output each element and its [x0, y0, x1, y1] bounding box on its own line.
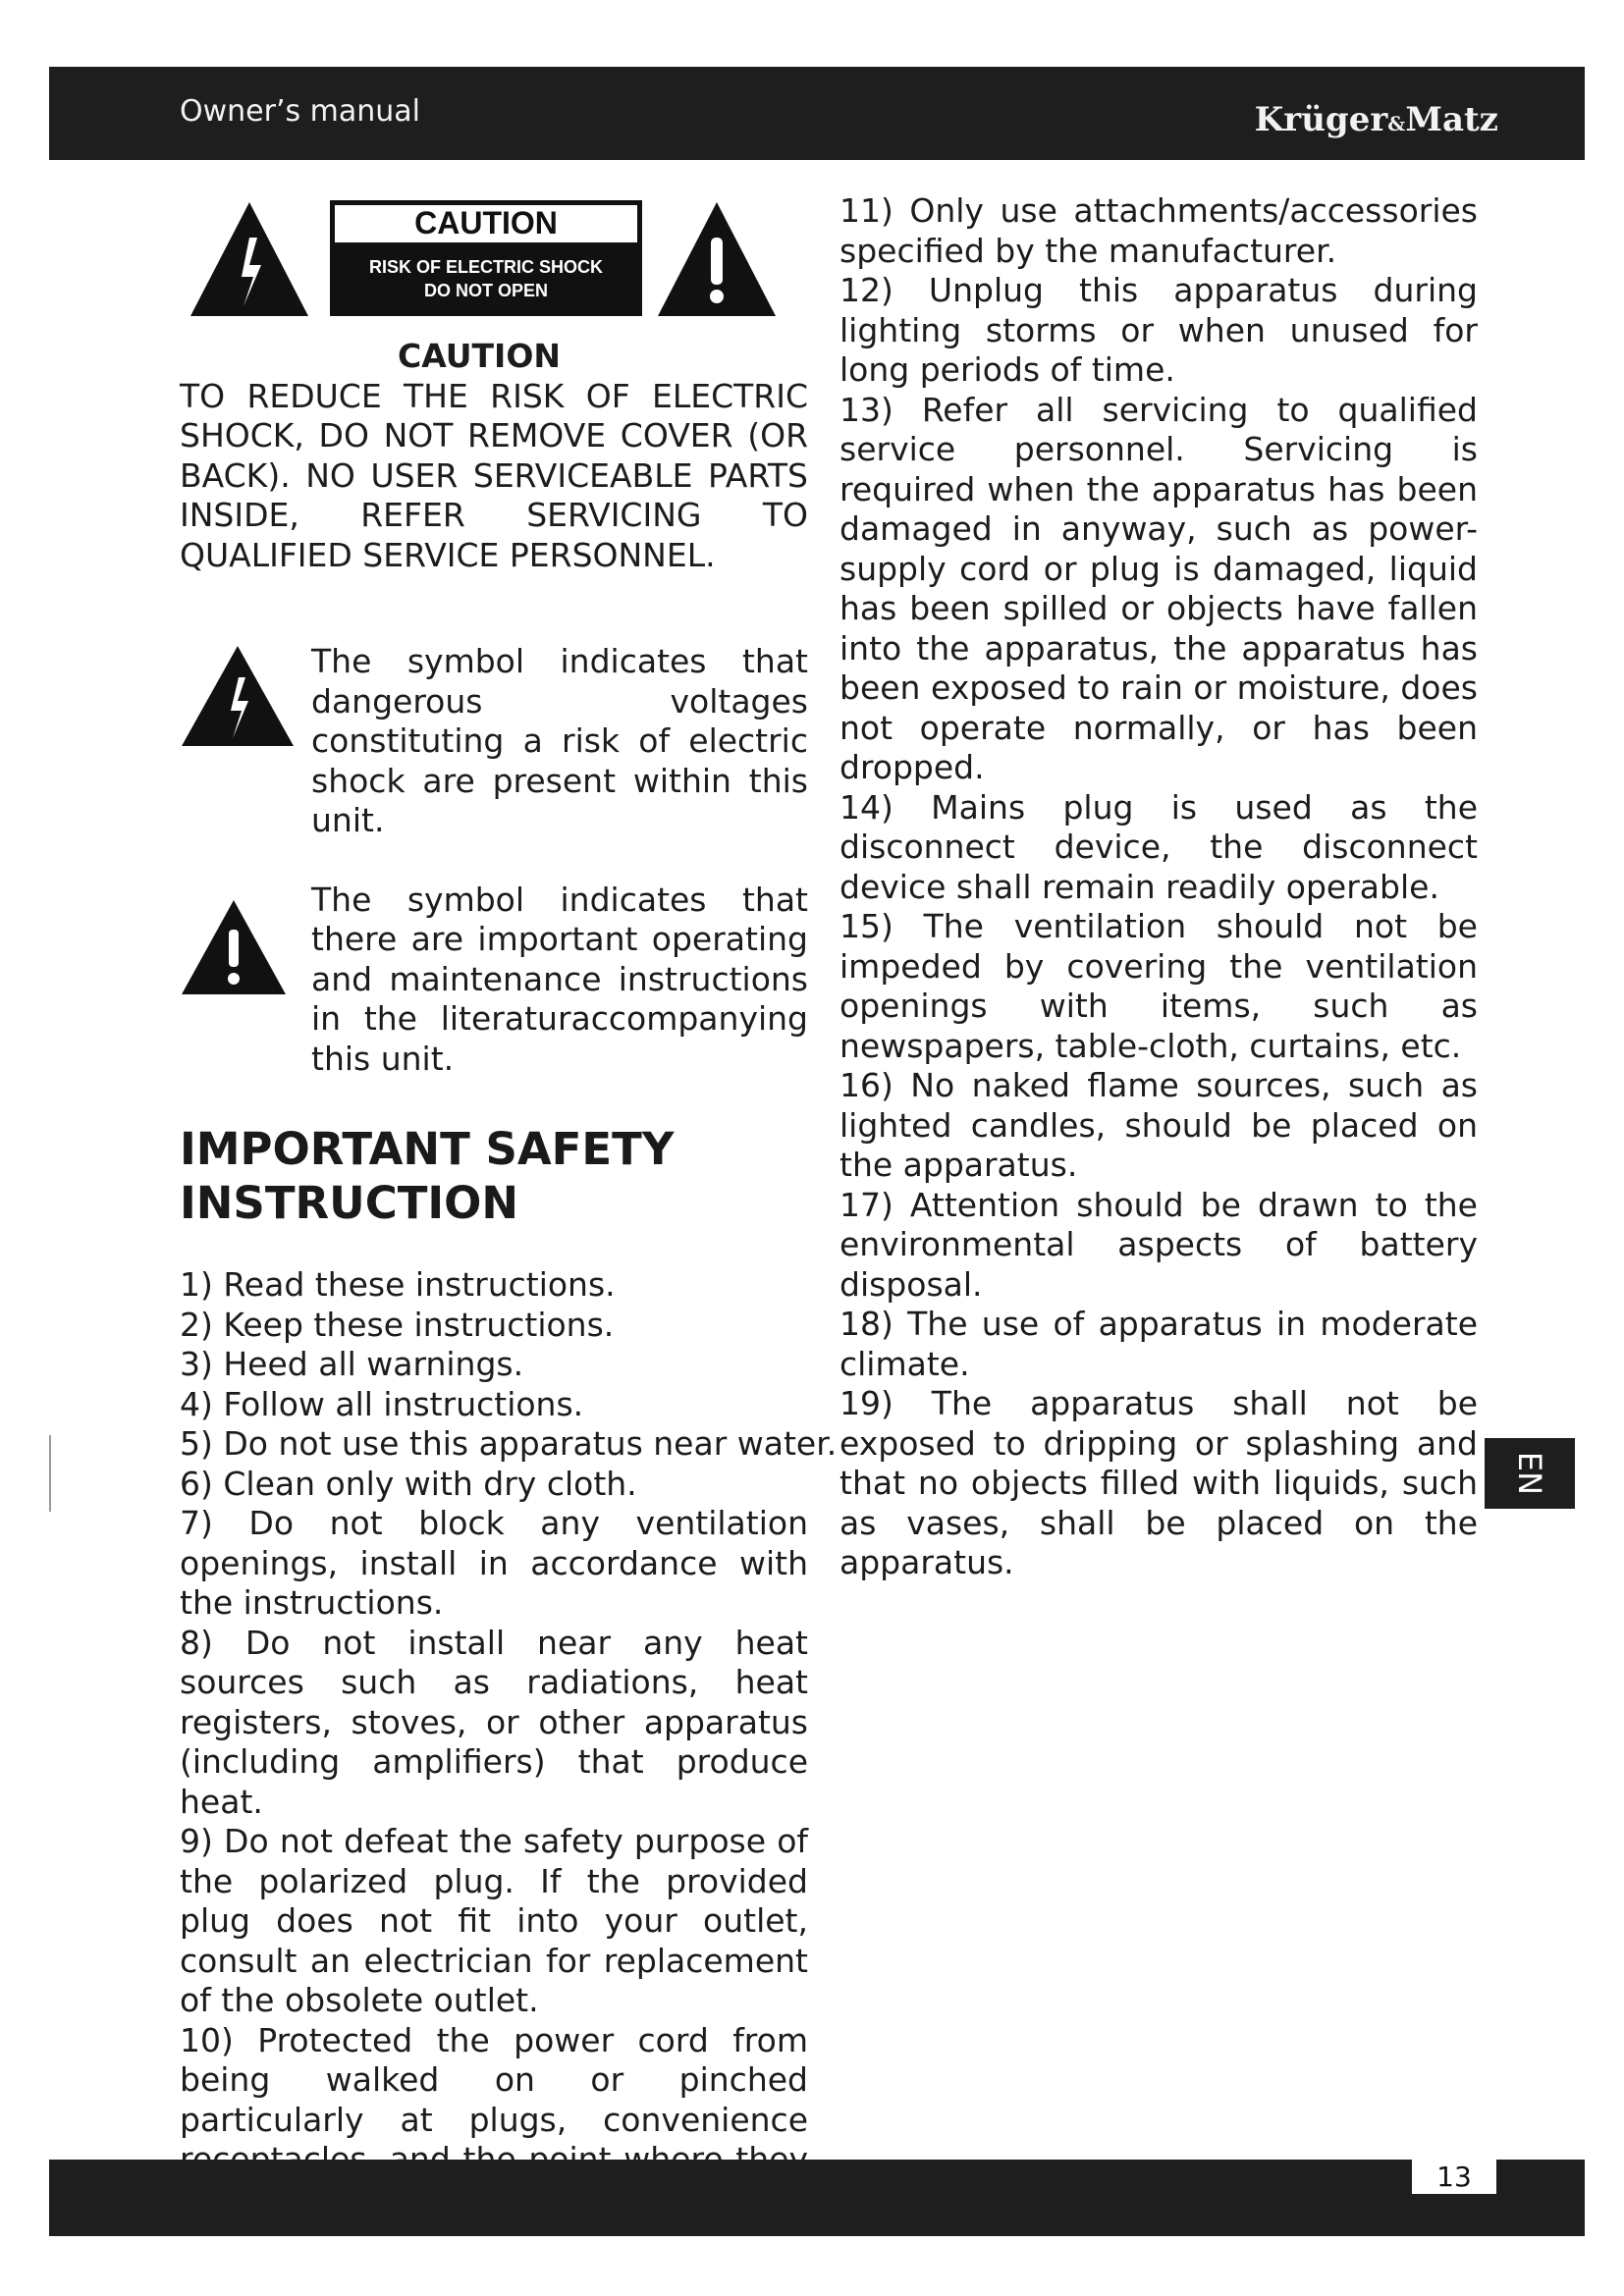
right-column	[839, 191, 1478, 1583]
instruction-item: 4) Follow all instructions.	[180, 1384, 584, 1423]
caution-label-line1: RISK OF ELECTRIC SHOCK	[368, 257, 604, 277]
instruction-item: 3) Heed all warnings.	[180, 1345, 524, 1383]
caution-label-title: CAUTION	[414, 205, 558, 240]
left-column	[180, 337, 838, 2219]
instruction-item: 1) Read these instructions.	[180, 1265, 616, 1304]
exclamation-symbol-text: The symbol indicates that there are important operating and maintenance instructions in the literaturaccompanying this unit.	[311, 880, 808, 1078]
instruction-item: 7) Do not block any ventilation openings, install in accordance with the instructions.	[180, 1504, 808, 1622]
caution-label-line2: DO NOT OPEN	[423, 281, 549, 300]
instruction-item: 18) The use of apparatus in moderate climate.	[839, 1305, 1478, 1383]
exclamation-triangle-icon	[180, 898, 288, 996]
instruction-item: 15) The ventilation should not be impeded by covering the ventilation openings with items, such as newspapers, table-cloth, curtains, etc.	[839, 907, 1478, 1065]
instruction-item: 14) Mains plug is used as the disconnect device, the disconnect device shall remain readily operable.	[839, 787, 1478, 906]
caution-text: TO REDUCE THE RISK OF ELECTRIC SHOCK, DO NOT REMOVE COVER (OR BACK). NO USER SERVICEABLE PARTS INSIDE, REFER SERVICING TO QUALIFIED SERVICE PERSONNEL.	[180, 376, 808, 574]
instruction-item: 10) Protected the power cord from being walked on or pinched particularly at plugs, convenience	[180, 2020, 808, 2139]
safety-list-right	[839, 191, 1478, 1583]
caution-label-graphic	[185, 198, 782, 322]
instruction-item: 16) No naked flame sources, such as lighted candles, should be placed on the apparatus.	[839, 1066, 1478, 1184]
page-margin-mark	[49, 1435, 51, 1512]
instruction-item: 12) Unplug this apparatus during lighting storms or when unused for long periods of time.	[839, 271, 1478, 389]
instruction-item: 2) Keep these instructions.	[180, 1305, 615, 1344]
lightning-triangle-icon	[180, 644, 296, 748]
safety-title: IMPORTANT SAFETY INSTRUCTION	[180, 1123, 675, 1229]
footer-bar	[49, 2160, 1585, 2236]
instruction-item: 17) Attention should be drawn to the environmental aspects of battery disposal.	[839, 1185, 1478, 1304]
instruction-item: 19) The apparatus shall not be exposed to dripping or splashing and that no objects filled with liquids, such as vases, shall be placed on the apparatus.	[839, 1384, 1478, 1581]
exclamation-symbol-row	[180, 881, 808, 1080]
language-tab	[1485, 1438, 1575, 1509]
document-title: Owner’s manual	[180, 94, 421, 129]
page-number: 13	[1412, 2160, 1496, 2194]
language-code: EN	[1511, 1451, 1548, 1496]
instruction-item: 13) Refer all servicing to qualified service personnel. Servicing is required when the apparatus has been damaged in anyway, such as power-supply cord or plug is damaged, liquid has been spilled or objects have fallen into the apparatus, the apparatus has been exposed to rain or moisture, does not operate normally, or has been dropped.	[839, 390, 1478, 786]
brand-logo: Krüger&Matz	[1254, 100, 1498, 139]
instruction-item: 9) Do not defeat the safety purpose of the polarized plug. If the provided plug does not fit into your outlet, consult an electrician for replacement of the obsolete outlet.	[180, 1822, 808, 2019]
lightning-symbol-text: The symbol indicates that dangerous voltages constituting a risk of electric shock are present within this unit.	[311, 642, 808, 839]
safety-list-left	[180, 1265, 838, 2219]
header-bar	[49, 67, 1585, 160]
instruction-item: 5) Do not use this apparatus near water.	[180, 1424, 838, 1463]
instruction-item: 8) Do not install near any heat sources such as radiations, heat registers, stoves, or other apparatus (including amplifiers) that produce heat.	[180, 1623, 808, 1821]
caution-heading: CAUTION	[398, 337, 561, 375]
instruction-item: 11) Only use attachments/accessories specified by the manufacturer.	[839, 191, 1478, 270]
lightning-symbol-row	[180, 642, 808, 841]
instruction-item: 6) Clean only with dry cloth.	[180, 1464, 637, 1503]
